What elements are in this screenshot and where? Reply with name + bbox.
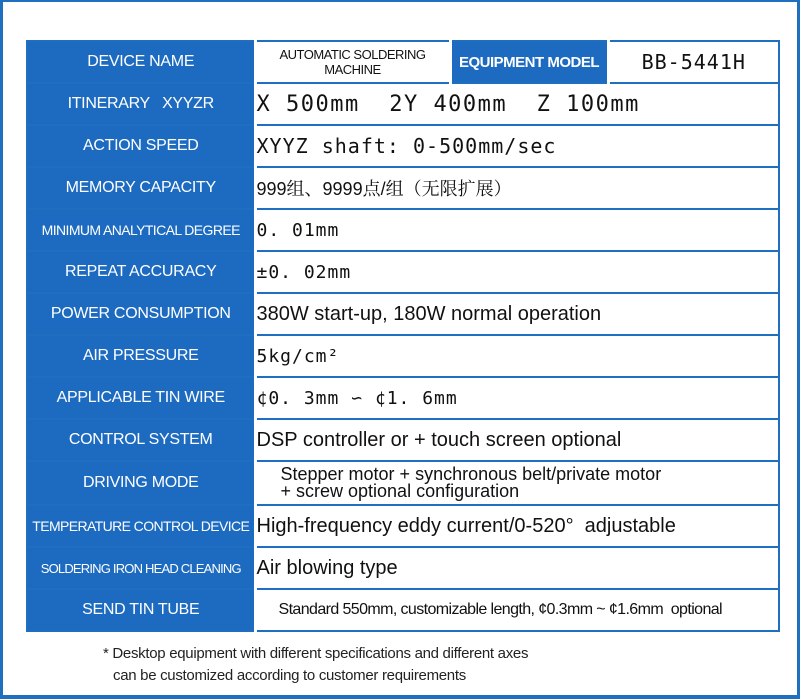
frame-top-border — [0, 0, 800, 2]
row-value-min-analytical-degree: 0. 01mm — [255, 209, 779, 251]
row-label-power-consumption: POWER CONSUMPTION — [27, 293, 255, 335]
row-label-temperature-control: TEMPERATURE CONTROL DEVICE — [27, 505, 255, 547]
row-label-itinerary: ITINERARY XYYZR — [27, 83, 255, 125]
row-label-send-tin-tube: SEND TIN TUBE — [27, 589, 255, 631]
row-label-memory-capacity: MEMORY CAPACITY — [27, 167, 255, 209]
table-row — [27, 461, 779, 505]
row-value-applicable-tin-wire: ¢0. 3mm ∽ ¢1. 6mm — [255, 377, 779, 419]
device-name-label: DEVICE NAME — [27, 41, 255, 83]
row-value-repeat-accuracy: ±0. 02mm — [255, 251, 779, 293]
table-row — [27, 377, 779, 419]
row-value-itinerary: X 500mm 2Y 400mm Z 100mm — [255, 83, 779, 125]
row-value-send-tin-tube: Standard 550mm, customizable length, ¢0.3mm ~ ¢1.6mm optional — [255, 589, 779, 631]
row-value-driving-mode — [255, 461, 779, 505]
row-value-action-speed: XYYZ shaft: 0-500mm/sec — [255, 125, 779, 167]
table-row — [27, 209, 779, 251]
row-value-soldering-iron-cleaning: Air blowing type — [255, 547, 779, 589]
table-row — [27, 293, 779, 335]
row-label-soldering-iron-cleaning: SOLDERING IRON HEAD CLEANING — [27, 547, 255, 589]
table-row-device — [27, 41, 779, 83]
table-row — [27, 505, 779, 547]
footnote-line-1: * Desktop equipment with different specifications and different axes — [103, 645, 529, 662]
frame-bottom-border — [0, 695, 800, 699]
row-label-driving-mode: DRIVING MODE — [27, 461, 255, 505]
row-value-control-system: DSP controller or + touch screen optional — [255, 419, 779, 461]
footnote-line-2: can be customized according to customer requirements — [113, 667, 466, 684]
driving-mode-line-2: + screw optional configuration — [280, 481, 520, 501]
frame-left-border — [0, 0, 3, 699]
equipment-model-label: EQUIPMENT MODEL — [450, 41, 608, 83]
table-row — [27, 167, 779, 209]
table-row — [27, 335, 779, 377]
row-value-power-consumption: 380W start-up, 180W normal operation — [255, 293, 779, 335]
table-row — [27, 83, 779, 125]
table-row — [27, 589, 779, 631]
row-value-memory-capacity: 999组、9999点/组（无限扩展） — [255, 167, 779, 209]
row-label-action-speed: ACTION SPEED — [27, 125, 255, 167]
device-name-value: AUTOMATIC SOLDERING MACHINE — [255, 41, 450, 83]
row-label-repeat-accuracy: REPEAT ACCURACY — [27, 251, 255, 293]
row-label-applicable-tin-wire: APPLICABLE TIN WIRE — [27, 377, 255, 419]
row-value-temperature-control: High-frequency eddy current/0-520° adjustable — [255, 505, 779, 547]
row-value-air-pressure: 5kg/cm² — [255, 335, 779, 377]
table-row — [27, 125, 779, 167]
table-row — [27, 251, 779, 293]
row-label-air-pressure: AIR PRESSURE — [27, 335, 255, 377]
row-label-control-system: CONTROL SYSTEM — [27, 419, 255, 461]
footnote — [103, 643, 528, 687]
spec-table — [26, 40, 780, 632]
equipment-model-value: BB-5441H — [608, 41, 779, 83]
table-row — [27, 419, 779, 461]
row-label-min-analytical-degree: MINIMUM ANALYTICAL DEGREE — [27, 209, 255, 251]
driving-mode-line-1: Stepper motor + synchronous belt/private motor — [280, 464, 662, 484]
table-row — [27, 547, 779, 589]
